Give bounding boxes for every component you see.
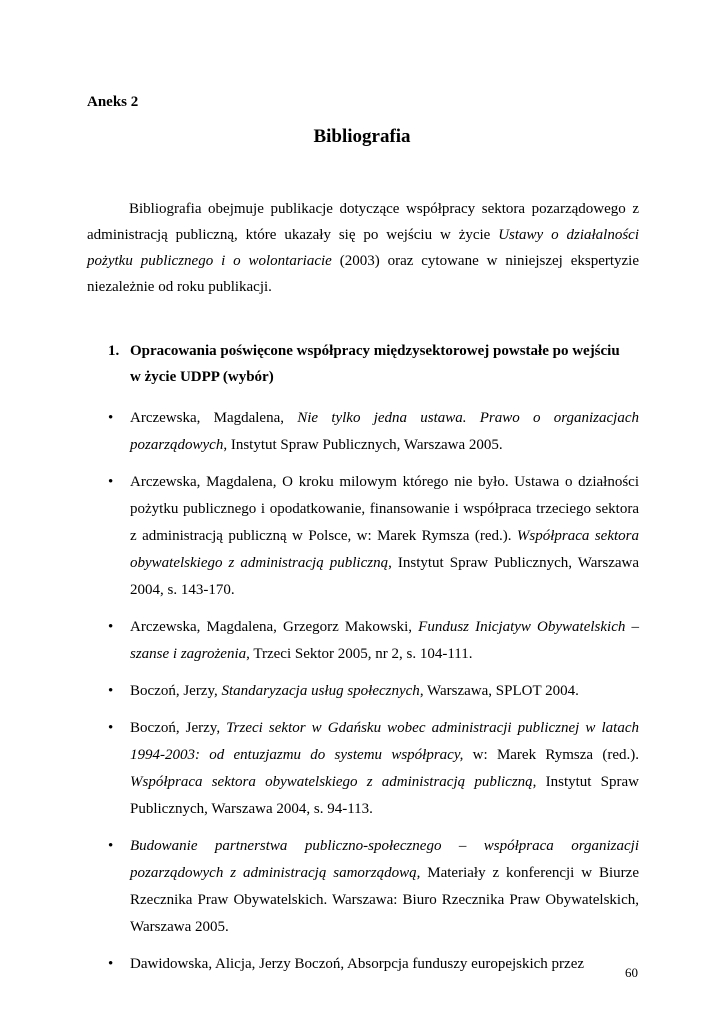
bibliography-list [108,405,639,978]
bullet-icon: • [108,474,114,490]
bibliography-entry [108,614,639,668]
intro-paragraph [87,196,639,300]
entry-text: , Trzeci Sektor 2005, nr 2, s. 104-111. [246,646,473,662]
annex-label: Aneks 2 [87,94,139,110]
intro-law-title: Ustawy o działalności pożytku publicznego i o wolontariacie [87,227,639,269]
page-number: 60 [625,965,638,980]
section-number: 1. [108,343,120,359]
entry-text: , Instytut Spraw Publicznych, Warszawa 2004, s. 143-170. [130,555,639,598]
entry-title: Nie tylko jedna ustawa. Prawo o organizacjach pozarządowych [130,410,640,453]
entry-title: Standaryzacja usług społecznych [221,683,420,699]
page-title: Bibliografia [313,126,411,147]
entry-text: w: Marek Rymsza (red.). [463,747,639,763]
bullet-icon: • [108,683,114,699]
entry-text: , Instytut Spraw Publicznych, Warszawa 2005. [223,437,503,453]
entry-text: , Instytut Spraw Publicznych, Warszawa 2004, s. 94-113. [130,774,639,817]
entry-title: Budowanie partnerstwa publiczno-społecznego – współpraca organizacji pozarządowych z administracją samorządową [130,838,639,881]
entry-text: , Warszawa, SPLOT 2004. [419,683,579,699]
entry-text: Arczewska, Magdalena, [130,410,298,426]
entry-title: Trzeci sektor w Gdańsku wobec administracji publicznej w latach 1994-2003: od entuzjazmu do systemu współpracy, [130,720,639,763]
bullet-icon: • [108,956,114,972]
bibliography-entry [108,469,639,604]
entry-text: Arczewska, Magdalena, Grzegorz Makowski, [130,619,419,635]
entry-text: Boczoń, Jerzy, [130,720,227,736]
bullet-icon: • [108,619,114,635]
entry-text: Dawidowska, Alicja, Jerzy Boczoń, Absorpcja funduszy europejskich przez [130,956,585,972]
section-title: Opracowania poświęcone współpracy międzysektorowej powstałe po wejściu w życie UDPP (wybór) [130,343,620,385]
entry-title: Współpraca sektora obywatelskiego z administracją publiczną [130,774,533,790]
bullet-icon: • [108,410,114,426]
entry-text: Boczoń, Jerzy, [130,683,222,699]
bullet-icon: • [108,720,114,736]
bullet-icon: • [108,838,114,854]
entry-title: Współpraca sektora obywatelskiego z administracją publiczną [130,528,640,571]
bibliography-entry [108,951,639,978]
entry-text: Arczewska, Magdalena, O kroku milowym którego nie było. Ustawa o działności pożytku publicznego i opodatkowanie, finansowanie i współpraca trzeciego sektora z administracją publiczną w Polsce, w: Marek Rymsza (red.). [130,474,639,544]
section-heading [108,338,628,390]
entry-title: Fundusz Inicjatyw Obywatelskich – szanse i zagrożenia [130,619,639,662]
bibliography-entry [108,678,639,705]
entry-text: , Materiały z konferencji w Biurze Rzecznika Praw Obywatelskich. Warszawa: Biuro Rzecznika Praw Obywatelskich, Warszawa 2005. [130,865,639,935]
bibliography-entry [108,405,639,459]
intro-text-c: (2003) oraz cytowane w niniejszej ekspertyzie niezależnie od roku publikacji. [87,253,639,295]
bibliography-entry [108,715,639,823]
intro-text-a: Bibliografia obejmuje publikacje dotyczące współpracy sektora pozarządowego z administracją publiczną, które ukazały się po wejściu w życie [87,201,639,243]
bibliography-entry [108,833,639,941]
